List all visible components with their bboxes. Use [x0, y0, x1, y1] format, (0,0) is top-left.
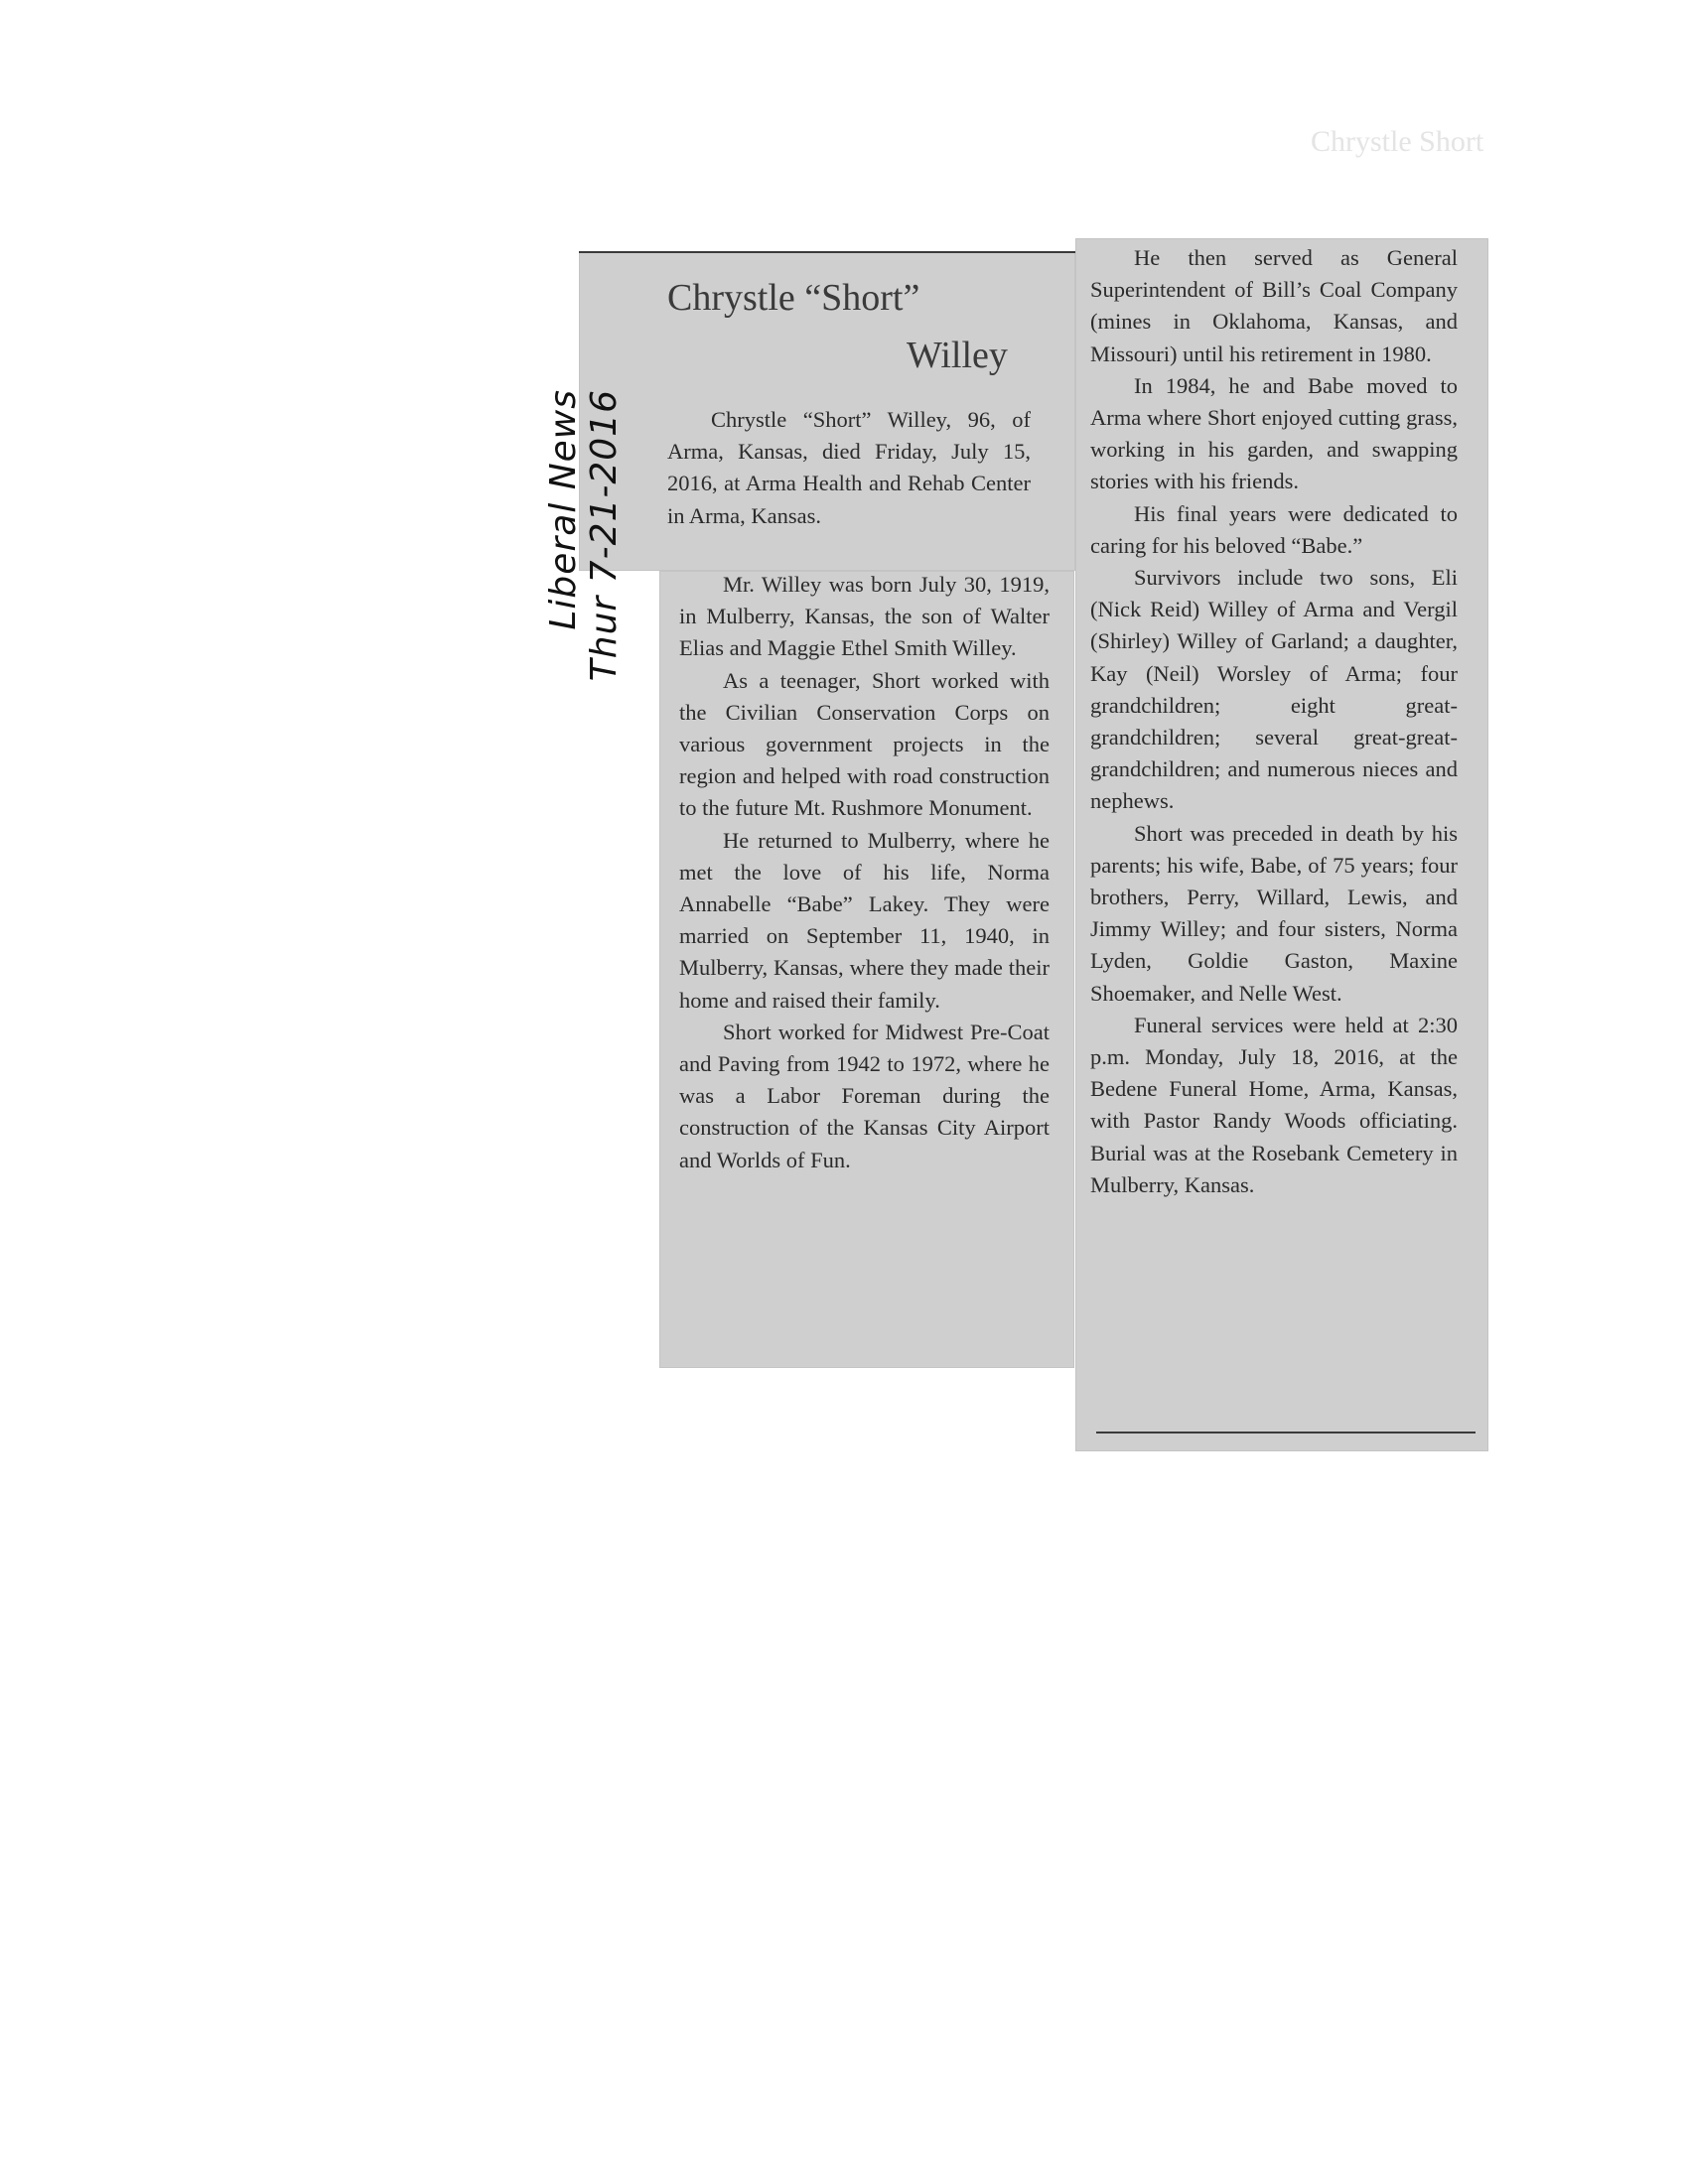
paragraph: Mr. Willey was born July 30, 1919, in Mulberry, Kansas, the son of Walter Elias and Maggie Ethel Smith Willey. — [679, 572, 1050, 661]
paragraph: He then served as General Superintendent of Bill’s Coal Company (mines in Oklahoma, Kansas, and Missouri) until his retirement in 1980. — [1090, 245, 1458, 366]
column-one-continued — [679, 569, 1050, 1176]
bottom-rule — [1096, 1432, 1476, 1433]
paragraph: Chrystle “Short” Willey, 96, of Arma, Kansas, died Friday, July 15, 2016, at Arma Health and Rehab Center in Arma, Kansas. — [667, 407, 1031, 528]
paragraph: Short worked for Midwest Pre-Coat and Paving from 1942 to 1972, where he was a Labor Foreman during the construction of the Kansas City Airport and Worlds of Fun. — [679, 1019, 1050, 1172]
paragraph: Survivors include two sons, Eli (Nick Reid) Willey of Arma and Vergil (Shirley) Willey of Garland; a daughter, Kay (Neil) Worsley of Arma; four grandchildren; eight great-grandchildren; several great-great-grandchildren; and numerous nieces and nephews. — [1090, 565, 1458, 814]
paragraph: Short was preceded in death by his parents; his wife, Babe, of 75 years; four brothers, Perry, Willard, Lewis, and Jimmy Willey; and four sisters, Norma Lyden, Goldie Gaston, Maxine Shoemaker, and Nelle West. — [1090, 820, 1458, 1006]
obituary-headline-line1: Chrystle “Short” — [667, 277, 920, 319]
paragraph: Funeral services were held at 2:30 p.m. Monday, July 18, 2016, at the Bedene Funeral Home, Arma, Kansas, with Pastor Randy Woods officiating. Burial was at the Rosebank Cemetery in Mulberry, Kansas. — [1090, 1012, 1458, 1197]
column-one — [667, 404, 1031, 532]
obituary-headline-line2: Willey — [907, 335, 1008, 376]
paragraph: In 1984, he and Babe moved to Arma where Short enjoyed cutting grass, working in his garden, and swapping stories with his friends. — [1090, 372, 1458, 494]
paragraph: He returned to Mulberry, where he met the love of his life, Norma Annabelle “Babe” Lakey. They were married on September 11, 1940, in Mulberry, Kansas, where they made their home and raised their family. — [679, 827, 1050, 1013]
paragraph: His final years were dedicated to caring for his beloved “Babe.” — [1090, 500, 1458, 558]
column-two — [1090, 242, 1458, 1201]
top-rule — [579, 251, 1075, 253]
annotation-line: Liberal News — [543, 389, 584, 630]
paragraph: As a teenager, Short worked with the Civilian Conservation Corps on various government projects in the region and helped with road construction to the future Mt. Rushmore Monument. — [679, 667, 1050, 821]
annotation-line: Thur 7-21-2016 — [584, 389, 625, 682]
bleed-through-text: Chrystle Short — [1311, 125, 1484, 158]
